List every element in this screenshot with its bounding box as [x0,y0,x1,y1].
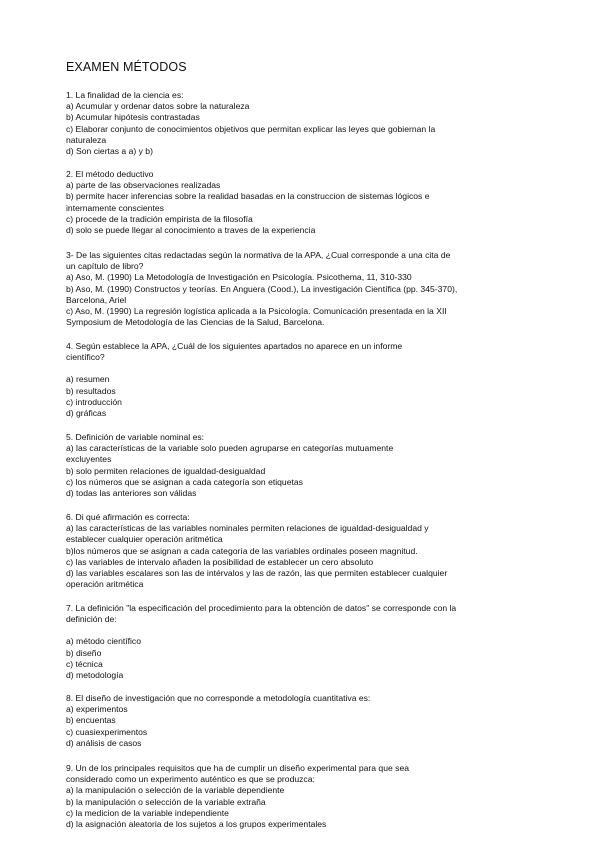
blank-line [66,363,536,374]
question-line: c) procede de la tradición empirista de la filosofía [66,213,253,224]
question-line: naturaleza [66,134,107,145]
question-text: 5. Definición de variable nominal es: [66,432,205,442]
question-3 [66,250,536,328]
question-line: b) permite hacer inferencias sobre la realidad basadas en la construccion de sistemas lógicos e [66,191,430,202]
question-line: b)los números que se asignan a cada categoría de las variables ordinales poseen magnitud. [66,545,418,556]
question-line: c) técnica [66,658,103,669]
question-line: c) introducción [66,396,122,407]
question-line: establecer cualquier operación aritmética [66,534,223,545]
question-text: 2. El método deductivo [66,169,154,179]
question-line: a) resumen [66,374,110,385]
question-text: 9. Un de los principales requisitos que ha de cumplir un diseño experimental para que sea [66,763,409,773]
question-line: internamente conscientes [66,202,164,213]
question-1 [66,90,536,157]
question-line: d) análisis de casos [66,737,142,748]
question-9 [66,763,536,830]
question-line: Barcelona, Ariel [66,294,127,305]
question-line: a) las características de la variable solo pueden agruparse en categorías mutuamente [66,443,394,454]
question-line: b) Acumular hipótesis contrastadas [66,112,200,123]
question-line: científico? [66,352,105,363]
question-line: d) las variables escalares son las de intérvalos y las de razón, las que permiten establecer cualquier [66,568,448,579]
question-line: a) la manipulación o selección de la variable dependiente [66,785,285,796]
question-line: a) las características de las variables nominales permiten relaciones de igualdad-desigualdad y [66,523,429,534]
question-text: 4. Según establece la APA, ¿Cuál de los siguientes apartados no aparece en un informe [66,341,403,351]
question-line: considerado como un experimento auténtico es que se produzca: [66,774,315,785]
question-line: b) diseño [66,647,102,658]
question-text: 3- De las siguientes citas redactadas según la normativa de la APA, ¿Cual corresponde a una cita de [66,250,451,260]
question-line: a) experimentos [66,704,128,715]
question-line: a) parte de las observaciones realizadas [66,180,221,191]
question-line: a) método científico [66,636,141,647]
question-8 [66,693,536,749]
question-line: a) Acumular y ordenar datos sobre la naturaleza [66,101,250,112]
question-line: d) gráficas [66,408,107,419]
question-line: d) todas las anteriores son válidas [66,488,197,499]
question-line: b) solo permiten relaciones de igualdad-desigualdad [66,465,266,476]
question-text: 1. La finalidad de la ciencia es: [66,90,184,100]
question-line: operación aritmética [66,579,144,590]
question-text: 6. Di qué afirmación es correcta: [66,512,190,522]
question-line: a) Aso, M. (1990) La Metodología de Investigación en Psicología. Psicothema, 11, 310-330 [66,272,412,283]
question-2 [66,169,536,236]
question-line: excluyentes [66,454,112,465]
question-6 [66,512,536,590]
question-4 [66,341,536,419]
question-line: d) la asignación aleatoria de los sujetos a los grupos experimentales [66,819,327,830]
question-7 [66,603,536,681]
question-line: c) Aso, M. (1990) La regresión logística aplicada a la Psicología. Comunicación presentada en la XII [66,306,447,317]
question-line: b) resultados [66,385,116,396]
question-line: c) las variables de intervalo añaden la posibilidad de establecer un cero absoluto [66,556,374,567]
question-line: c) Elaborar conjunto de conocimientos objetivos que permitan explicar las leyes que gobiernan la [66,123,436,134]
question-5 [66,432,536,499]
question-line: c) los números que se asignan a cada categoría son etiquetas [66,476,303,487]
question-line: un capítulo de libro? [66,261,144,272]
question-line: c) cuasiexperimentos [66,726,148,737]
question-line: definición de: [66,614,117,625]
document-title: EXAMEN MÉTODOS [66,60,187,74]
question-line: d) Son ciertas a a) y b) [66,146,153,157]
question-text: 8. El diseño de investigación que no corresponde a metodología cuantitativa es: [66,693,371,703]
question-line: c) la medicion de la variable independiente [66,807,229,818]
question-line: d) metodología [66,670,124,681]
blank-line [66,625,536,636]
question-line: b) Aso, M. (1990) Constructos y teorías. En Anguera (Cood.), La investigación Científica (pp. 345-370), [66,283,458,294]
question-line: Symposium de Metodología de las Ciencias de la Salud, Barcelona. [66,317,325,328]
question-line: b) la manipulación o selección de la variable extraña [66,796,266,807]
question-line: d) solo se puede llegar al conocimiento a traves de la experiencia [66,225,316,236]
question-text: 7. La definición "la especificación del procedimiento para la obtención de datos" se corresponde con la [66,603,457,613]
question-line: b) encuentas [66,715,116,726]
